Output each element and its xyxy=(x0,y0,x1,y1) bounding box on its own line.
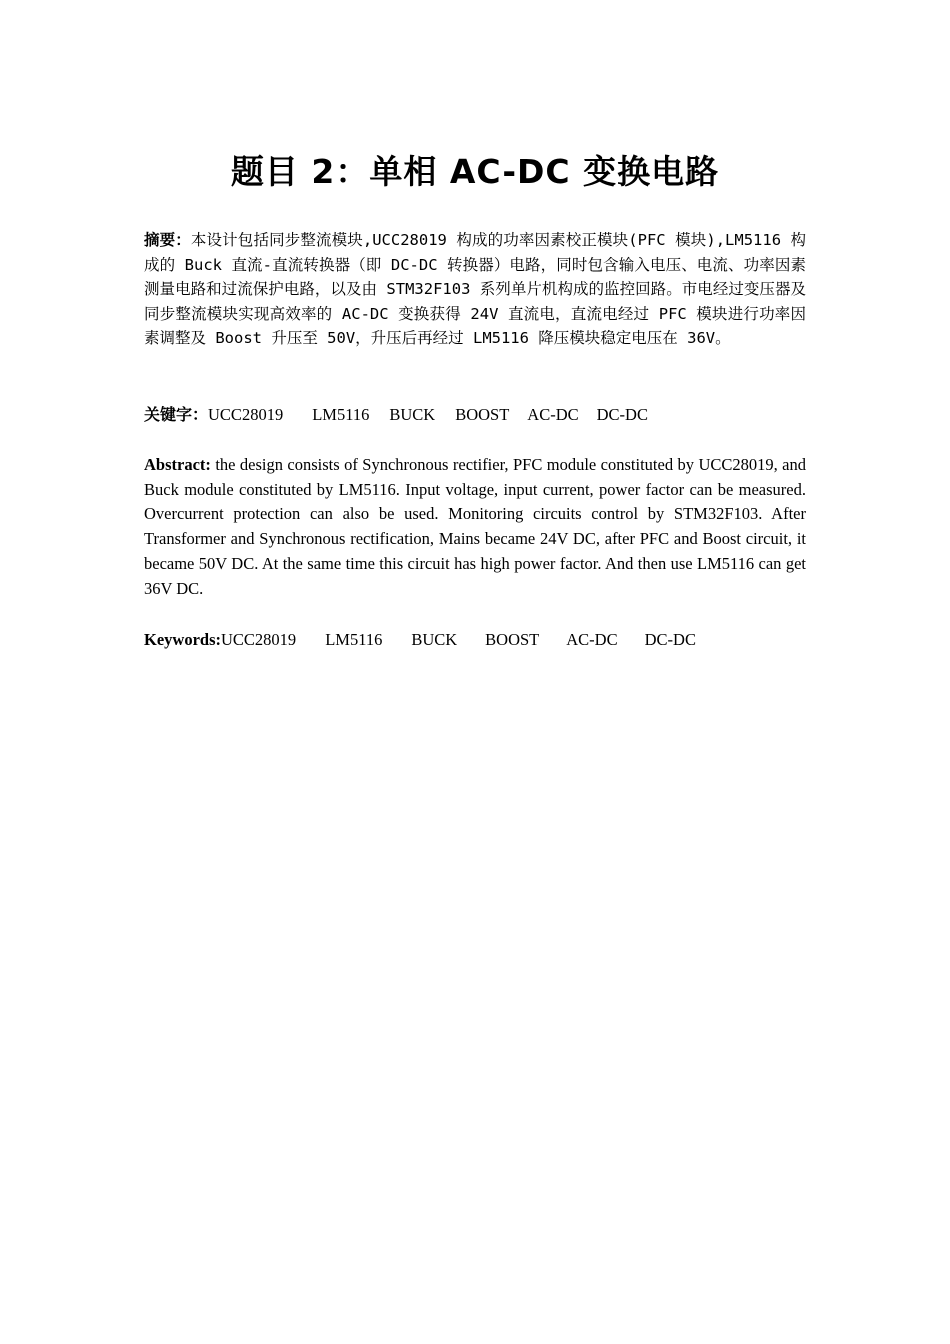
english-keyword-dc-dc: DC-DC xyxy=(644,630,696,649)
chinese-keyword-boost: BOOST xyxy=(455,405,510,424)
chinese-abstract-text: 本设计包括同步整流模块,UCC28019 构成的功率因素校正模块(PFC 模块),LM5116 构成的 Buck 直流-直流转换器（即 DC-DC 转换器）电路，同时包含输入电压、电流、功率因素测量电路和过流保护电路，以及由 STM32F103 系列单片机构成的监控回路。市电经过变压器及同步整流模块实现高效率的 AC-DC 变换获得 24V 直流电，直流电经过 PFC 模块进行功率因素调整及 Boost 升压至 50V，升压后再经过 LM5116 降压模块稳定电压在 36V。 xyxy=(144,231,806,348)
chinese-keyword-dc-dc: DC-DC xyxy=(596,405,648,424)
chinese-keywords-label: 关键字： xyxy=(144,405,209,424)
english-abstract-label: Abstract: xyxy=(144,455,211,474)
english-keyword-ucc28019: UCC28019 xyxy=(221,630,297,649)
english-keyword-ac-dc: AC-DC xyxy=(566,630,618,649)
chinese-abstract xyxy=(144,228,806,351)
chinese-keyword-ac-dc: AC-DC xyxy=(527,405,579,424)
english-keyword-boost: BOOST xyxy=(485,630,540,649)
english-keyword-lm5116: LM5116 xyxy=(325,630,383,649)
english-keywords xyxy=(144,628,806,652)
chinese-keyword-ucc28019: UCC28019 xyxy=(208,405,284,424)
chinese-keywords xyxy=(144,403,806,428)
english-abstract-text: the design consists of Synchronous rectifier, PFC module constituted by UCC28019, and Buck module constituted by LM5116. Input voltage, input current, power factor can be measured. Overcurrent protection can also be used. Monitoring circuits control by STM32F103. After Transformer and Synchronous rectification, Mains became 24V DC, after PFC and Boost circuit, it became 50V DC. At the same time this circuit has high power factor. And then use LM5116 can get 36V DC. xyxy=(144,455,806,598)
chinese-keyword-lm5116: LM5116 xyxy=(312,405,370,424)
english-keywords-label: Keywords: xyxy=(144,630,221,649)
chinese-abstract-label: 摘要： xyxy=(144,231,191,249)
page-title: 题目 2：单相 AC-DC 变换电路 xyxy=(230,152,720,191)
english-keyword-buck: BUCK xyxy=(411,630,458,649)
chinese-keyword-buck: BUCK xyxy=(389,405,436,424)
english-abstract xyxy=(144,453,806,601)
